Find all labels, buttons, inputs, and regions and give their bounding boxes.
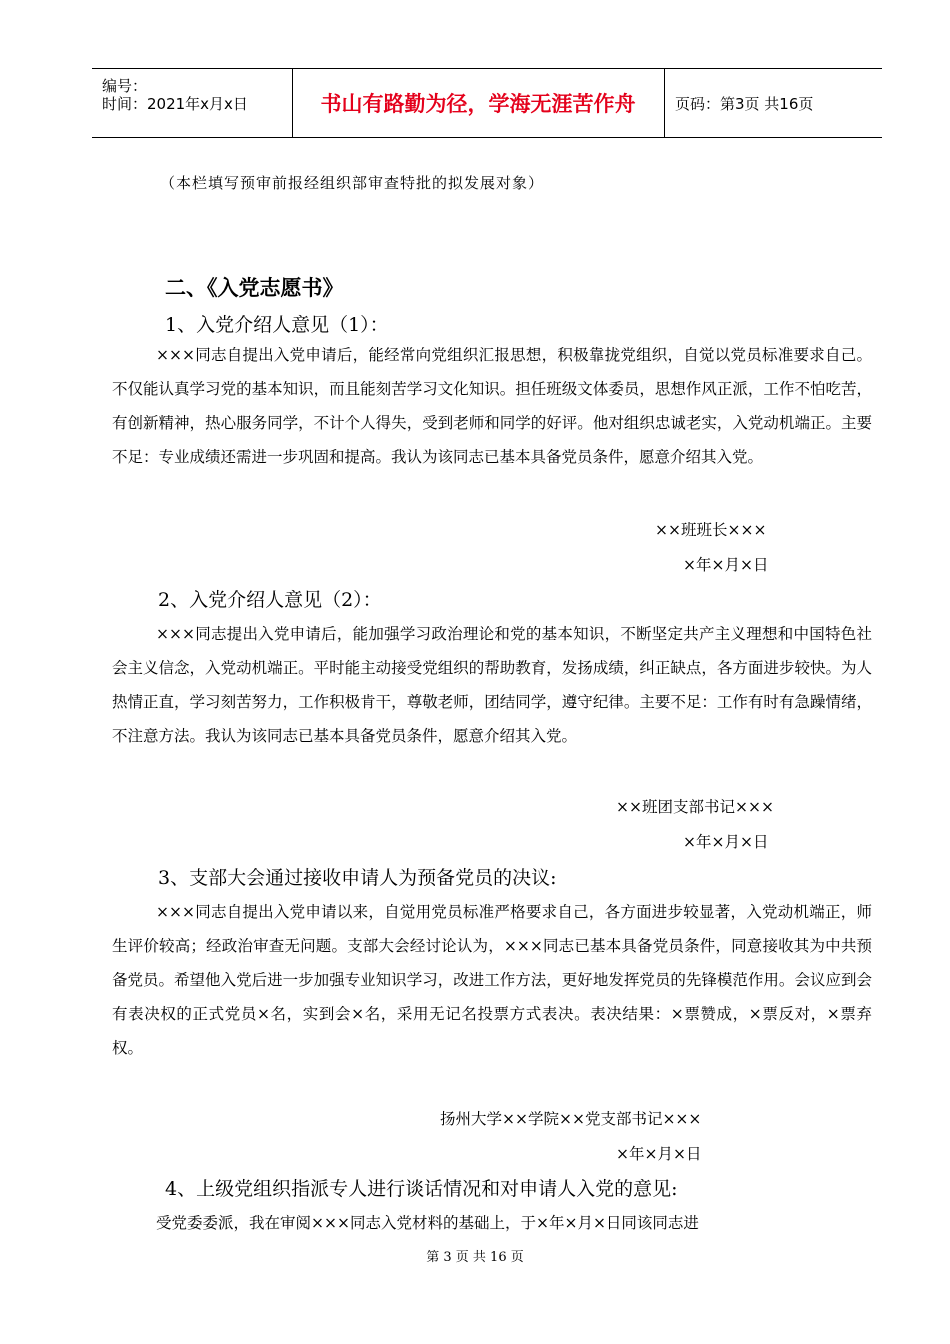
number-label: 编号： — [102, 77, 148, 95]
item-heading-1: 1、入党介绍人意见（1）： — [165, 314, 389, 336]
item-body-3: ×××同志自提出入党申请以来，自觉用党员标准严格要求自己，各方面进步较显著，入党动机端正，师生评价较高；经政治审查无问题。支部大会经讨论认为，×××同志已基本具备党员条件，同意接收其为中共预备党员。希望他入党后进一步加强专业知识学习，改进工作方法，更好地发挥党员的先锋模范作用。会议应到会有表决权的正式党员×名，实到会×名，采用无记名投票方式表决。表决结果：×票赞成，×票反对，×票弃权。 — [112, 903, 872, 1057]
page-footer: 第 3 页 共 16 页 — [426, 1250, 524, 1265]
item-date-2: ×年×月×日 — [683, 833, 769, 851]
item-heading-4: 4、上级党组织指派专人进行谈话情况和对申请人入党的意见: — [165, 1178, 678, 1200]
item-heading-2: 2、入党介绍人意见（2）： — [158, 589, 382, 611]
item-body-2: ×××同志提出入党申请后，能加强学习政治理论和党的基本知识，不断坚定共产主义理想和中国特色社会主义信念，入党动机端正。平时能主动接受党组织的帮助教育，发扬成绩，纠正缺点，各方面进步较快。为人热情正直，学习刻苦努力，工作积极肯干，尊敬老师，团结同学，遵守纪律。主要不足：工作有时有急躁情绪，不注意方法。我认为该同志已基本具备党员条件，愿意介绍其入党。 — [112, 625, 872, 745]
page-code: 页码：第3页 共16页 — [675, 94, 814, 113]
motto-text: 书山有路勤为径，学海无涯苦作舟 — [320, 92, 636, 116]
item-body-4: 受党委委派，我在审阅×××同志入党材料的基础上，于×年×月×日同该同志进 — [156, 1214, 699, 1232]
item-body-1: ×××同志自提出入党申请后，能经常向党组织汇报思想，积极靠拢党组织，自觉以党员标准要求自己。不仅能认真学习党的基本知识，而且能刻苦学习文化知识。担任班级文体委员，思想作风正派，工作不怕吃苦，有创新精神，热心服务同学，不计个人得失，受到老师和同学的好评。他对组织忠诚老实，入党动机端正。主要不足：专业成绩还需进一步巩固和提高。我认为该同志已基本具备党员条件，愿意介绍其入党。 — [112, 346, 872, 466]
header-left-cell — [92, 69, 293, 137]
item-signer-2: ××班团支部书记××× — [616, 798, 774, 816]
header-motto-cell — [292, 69, 665, 137]
column-note: （本栏填写预审前报经组织部审查特批的拟发展对象） — [160, 174, 545, 192]
item-date-3: ×年×月×日 — [616, 1145, 702, 1163]
item-signer-1: ××班班长××× — [655, 521, 767, 539]
header-page-cell — [665, 69, 882, 137]
section-title: 二、《入党志愿书》 — [165, 276, 344, 300]
item-signer-3: 扬州大学××学院××党支部书记××× — [440, 1110, 702, 1128]
item-date-1: ×年×月×日 — [683, 556, 769, 574]
item-heading-3: 3、支部大会通过接收申请人为预备党员的决议: — [158, 867, 557, 889]
time-label: 时间：2021年x月x日 — [102, 95, 248, 113]
page-header — [92, 68, 882, 138]
